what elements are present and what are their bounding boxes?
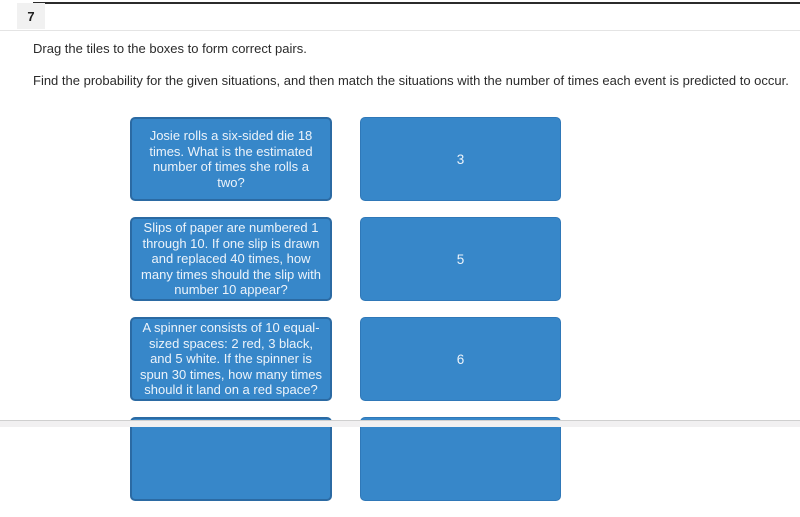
panel-top-border — [33, 2, 800, 4]
situation-tile-text: Josie rolls a six-sided die 18 times. What is the estimated number of times she rolls a two? — [149, 128, 313, 190]
situation-tile-spinner[interactable] — [130, 317, 332, 401]
situation-tile-partial[interactable] — [130, 417, 332, 501]
drag-instruction: Drag the tiles to the boxes to form correct pairs. — [33, 41, 307, 56]
pair-row — [130, 317, 561, 401]
situation-tile-paper-slips[interactable] — [130, 217, 332, 301]
situation-tile-die-roll[interactable] — [130, 117, 332, 201]
answer-tile-value: 5 — [456, 251, 465, 267]
answer-tile-5[interactable] — [360, 217, 561, 301]
answer-tile-value: 3 — [456, 151, 465, 167]
pair-row — [130, 217, 561, 301]
pair-row — [130, 117, 561, 201]
situation-tile-text: A spinner consists of 10 equal-sized spaces: 2 red, 3 black, and 5 white. If the spinner is spun 30 times, how many times should it land on a red space? — [139, 320, 323, 398]
question-number: 7 — [27, 8, 35, 24]
answer-tile-partial[interactable] — [360, 417, 561, 501]
bottom-scroll-strip — [0, 420, 800, 427]
answer-tile-3[interactable] — [360, 117, 561, 201]
task-instruction: Find the probability for the given situations, and then match the situations with the number of times each event is predicted to occur. — [33, 73, 789, 88]
matching-area — [130, 117, 561, 517]
tab-bar-divider — [0, 30, 800, 31]
pair-row-partial — [130, 417, 561, 501]
situation-tile-text: Slips of paper are numbered 1 through 10. If one slip is drawn and replaced 40 times, how many times should the slip with number 10 appear? — [141, 220, 321, 298]
answer-tile-6[interactable] — [360, 317, 561, 401]
question-number-tab — [17, 3, 45, 29]
answer-tile-value: 6 — [456, 351, 465, 367]
